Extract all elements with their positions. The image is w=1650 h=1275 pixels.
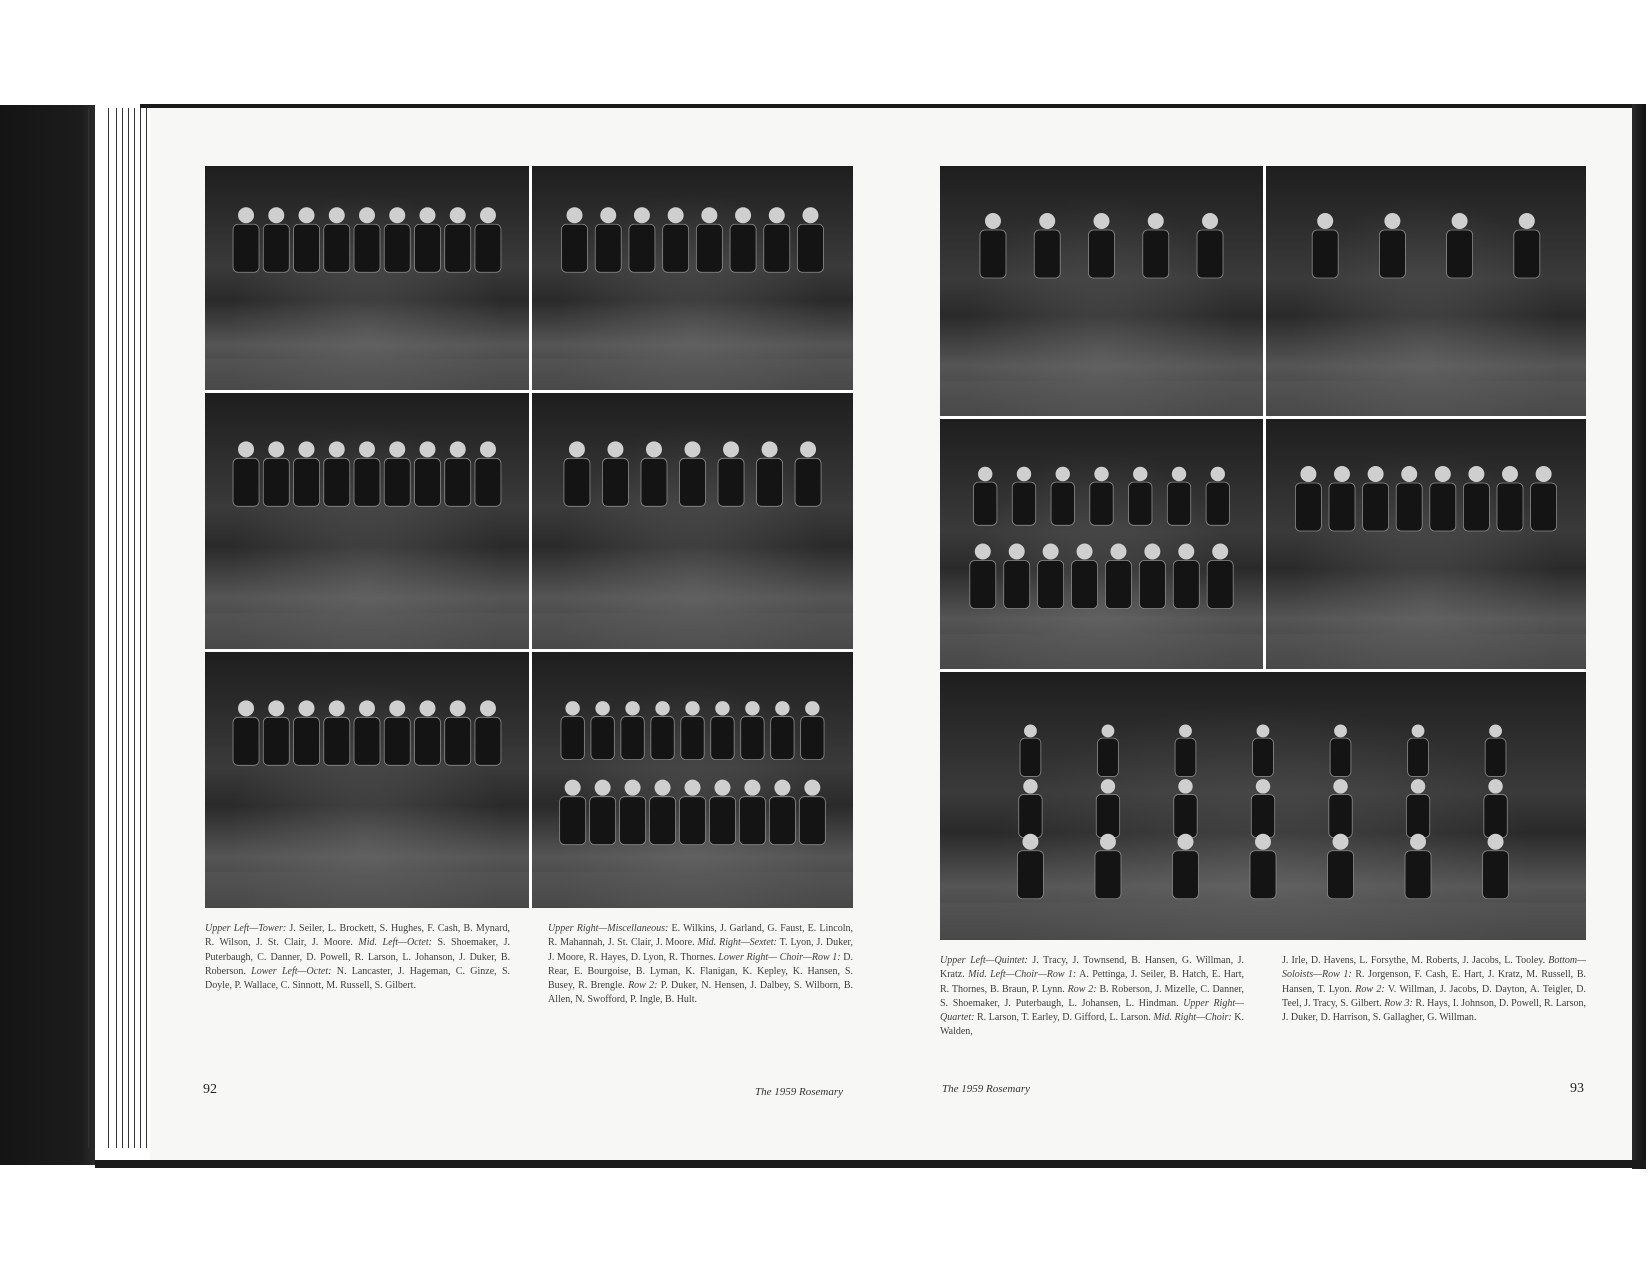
gym-floor — [940, 634, 1263, 669]
person-figure — [294, 700, 320, 765]
person-figure — [709, 780, 735, 845]
person-figure — [680, 780, 706, 845]
caption-text: N. Lancaster, J. Hageman, C. Ginze, S. Doyle, P. Wallace, C. Sinnott, M. Russell, S. Gilbert. — [205, 965, 511, 992]
person-figure — [718, 441, 744, 506]
gym-floor — [1266, 381, 1586, 416]
caption-text: B. Roberson, J. Mizelle, C. Danner, S. Shoemaker, J. Puterbaugh, L. Johansen, L. Hindman. — [940, 983, 1244, 1009]
person-figure — [1405, 834, 1431, 899]
person-figure — [1072, 544, 1098, 609]
person-figure — [771, 701, 794, 760]
person-figure — [741, 701, 764, 760]
caption-text: J. Seiler, L. Brockett, S. Hughes, F. Cash, B. Mynard, R. Wilson, J. St. Clair, J. Moore. — [205, 923, 510, 949]
person-figure — [1095, 834, 1121, 899]
left-page — [205, 166, 853, 1008]
person-figure — [294, 207, 320, 272]
caption-text: P. Duker, N. Hensen, J. Dalbey, S. Wilborn, B. Allen, N. Swofford, P. Ingle, B. Hult. — [548, 980, 853, 1006]
person-figure — [1485, 725, 1506, 777]
person-figure — [384, 700, 410, 765]
person-figure — [1329, 466, 1355, 531]
page-stack-edges — [82, 108, 150, 1148]
caption-column-2 — [1282, 954, 1586, 1040]
caption-text: K. Walden, — [940, 1012, 1244, 1038]
person-figure — [629, 207, 655, 272]
person-figure — [681, 701, 704, 760]
photo-sextet — [532, 393, 853, 649]
photo-choir-rows — [940, 419, 1263, 669]
person-figure — [1363, 466, 1389, 531]
caption-label: Row 2: — [1355, 983, 1385, 995]
person-figure — [1329, 779, 1352, 838]
running-head-left: The 1959 Rosemary — [755, 1086, 843, 1098]
person-figure — [1105, 544, 1131, 609]
scan-right-edge — [1632, 104, 1646, 1169]
person-figure — [1483, 834, 1509, 899]
person-figure — [233, 700, 259, 765]
person-figure — [1019, 779, 1042, 838]
caption-text: E. Wilkins, J. Garland, G. Faust, E. Lincoln, R. Mahannah, J. St. Clair, J. Moore. — [548, 923, 853, 949]
gym-floor — [205, 359, 529, 390]
caption-label: Bottom—Soloists—Row 1: — [1282, 955, 1586, 981]
caption-column-2 — [548, 922, 853, 1008]
caption-label: Lower Left—Octet: — [251, 965, 332, 977]
photo-figures — [205, 166, 529, 390]
person-figure — [650, 780, 676, 845]
scan-bottom-edge — [95, 1160, 1646, 1168]
caption-label: Lower Right— Choir—Row 1: — [718, 951, 841, 963]
person-figure — [560, 780, 586, 845]
photo-figures — [940, 166, 1263, 416]
photo-figures — [940, 672, 1586, 940]
person-figure — [591, 701, 614, 760]
caption-label: Mid. Left—Choir—Row 1: — [968, 969, 1077, 981]
person-figure — [1197, 213, 1223, 278]
person-figure — [651, 701, 674, 760]
person-figure — [475, 441, 501, 506]
caption-text: R. Larson, T. Earley, D. Gifford, L. Larson. — [974, 1012, 1154, 1024]
person-figure — [1139, 544, 1165, 609]
person-figure — [797, 207, 823, 272]
person-figure — [602, 441, 628, 506]
photo-figures — [532, 166, 853, 390]
caption-text: S. Shoemaker, J. Puterbaugh, C. Danner, D. Powell, R. Larson, L. Johanson, J. Duker, B. Roberson. — [205, 937, 510, 977]
person-figure — [974, 467, 997, 526]
photo-quartet — [1266, 166, 1586, 416]
scan-top-edge — [140, 104, 1640, 108]
caption-label: Mid. Right—Sextet: — [697, 937, 777, 949]
caption-label: Upper Left—Tower: — [205, 923, 287, 934]
person-figure — [324, 441, 350, 506]
person-figure — [1253, 725, 1274, 777]
right-captions — [940, 954, 1586, 1040]
caption-column-1 — [205, 922, 510, 1008]
photo-figures — [205, 393, 529, 649]
person-figure — [1012, 467, 1035, 526]
photo-octet-women — [205, 652, 529, 908]
person-figure — [445, 207, 471, 272]
person-figure — [1096, 779, 1119, 838]
caption-text: T. Lyon, J. Duker, J. Moore, R. Hayes, D. Lyon, R. Thornes. — [548, 937, 853, 963]
page-number-right: 93 — [1570, 1081, 1584, 1096]
person-figure — [1173, 544, 1199, 609]
person-figure — [795, 441, 821, 506]
gym-floor — [940, 902, 1586, 940]
caption-label: Mid. Right—Choir: — [1153, 1012, 1232, 1024]
person-figure — [354, 207, 380, 272]
person-figure — [730, 207, 756, 272]
person-figure — [801, 701, 824, 760]
person-figure — [696, 207, 722, 272]
caption-text: R. Hays, I. Johnson, D. Powell, R. Larson, J. Duker, D. Harrison, S. Gallagher, G. Willman. — [1282, 997, 1586, 1024]
person-figure — [1447, 213, 1473, 278]
person-figure — [475, 207, 501, 272]
person-figure — [324, 700, 350, 765]
photo-miscellaneous-ensemble — [532, 166, 853, 390]
person-figure — [1430, 466, 1456, 531]
photo-tower-ensemble — [205, 166, 529, 390]
person-figure — [1408, 725, 1429, 777]
person-figure — [414, 700, 440, 765]
person-figure — [1098, 725, 1119, 777]
person-figure — [562, 207, 588, 272]
caption-label: Upper Right—Quartet: — [940, 997, 1245, 1024]
person-figure — [1051, 467, 1074, 526]
person-figure — [1020, 725, 1041, 777]
person-figure — [233, 441, 259, 506]
caption-label: Upper Left—Quintet: — [940, 955, 1028, 966]
caption-column-1 — [940, 954, 1244, 1040]
person-figure — [1129, 467, 1152, 526]
photo-soloists — [940, 672, 1586, 940]
person-figure — [1312, 213, 1338, 278]
person-figure — [1484, 779, 1507, 838]
photo-figures — [1266, 166, 1586, 416]
person-figure — [764, 207, 790, 272]
person-figure — [595, 207, 621, 272]
person-figure — [620, 780, 646, 845]
person-figure — [799, 780, 825, 845]
photo-choir-group — [532, 652, 853, 908]
person-figure — [1379, 213, 1405, 278]
person-figure — [1207, 544, 1233, 609]
person-figure — [1514, 213, 1540, 278]
photo-figures — [532, 652, 853, 908]
person-figure — [590, 780, 616, 845]
person-figure — [641, 441, 667, 506]
gym-floor — [205, 613, 529, 649]
caption-label: Row 2: — [1067, 983, 1097, 995]
left-captions — [205, 922, 853, 1008]
scanner-shadow — [0, 105, 95, 1165]
person-figure — [1531, 466, 1557, 531]
person-figure — [294, 441, 320, 506]
gym-floor — [532, 613, 853, 649]
caption-label: Row 2: — [628, 980, 658, 992]
person-figure — [1330, 725, 1351, 777]
person-figure — [445, 441, 471, 506]
person-figure — [1463, 466, 1489, 531]
photo-figures — [1266, 419, 1586, 669]
person-figure — [1497, 466, 1523, 531]
page-number-left: 92 — [203, 1082, 217, 1097]
caption-text: A. Pettinga, J. Seiler, B. Hatch, E. Hart, R. Thornes, B. Braun, P. Lynn. — [940, 969, 1244, 995]
person-figure — [384, 441, 410, 506]
person-figure — [354, 441, 380, 506]
caption-label: Upper Right—Miscellaneous: — [548, 923, 669, 934]
photo-quintet — [940, 166, 1263, 416]
person-figure — [475, 700, 501, 765]
person-figure — [414, 441, 440, 506]
right-photo-grid — [940, 166, 1586, 940]
person-figure — [1174, 779, 1197, 838]
right-page — [940, 166, 1586, 1040]
person-figure — [445, 700, 471, 765]
gym-floor — [532, 359, 853, 390]
gym-floor — [1266, 634, 1586, 669]
photo-figures — [532, 393, 853, 649]
person-figure — [1172, 834, 1198, 899]
gym-floor — [205, 872, 529, 908]
photo-figures — [205, 652, 529, 908]
person-figure — [663, 207, 689, 272]
person-figure — [1250, 834, 1276, 899]
person-figure — [1251, 779, 1274, 838]
person-figure — [1328, 834, 1354, 899]
person-figure — [384, 207, 410, 272]
person-figure — [263, 441, 289, 506]
photo-octet-men — [205, 393, 529, 649]
person-figure — [1090, 467, 1113, 526]
left-photo-grid — [205, 166, 853, 908]
person-figure — [970, 544, 996, 609]
person-figure — [1206, 467, 1229, 526]
person-figure — [233, 207, 259, 272]
gym-floor — [940, 381, 1263, 416]
caption-text: V. Willman, J. Jacobs, D. Dayton, A. Teigler, D. Teel, J. Tracy, S. Gilbert. — [1282, 983, 1587, 1009]
person-figure — [1038, 544, 1064, 609]
person-figure — [1167, 467, 1190, 526]
person-figure — [1295, 466, 1321, 531]
person-figure — [680, 441, 706, 506]
person-figure — [414, 207, 440, 272]
person-figure — [1143, 213, 1169, 278]
running-head-right: The 1959 Rosemary — [942, 1083, 1030, 1095]
caption-text: D. Rear, E. Bourgoise, B. Lyman, K. Flanigan, K. Kepley, K. Hansen, S. Busey, R. Brengle. — [548, 951, 853, 992]
person-figure — [1406, 779, 1429, 838]
person-figure — [1034, 213, 1060, 278]
person-figure — [324, 207, 350, 272]
person-figure — [711, 701, 734, 760]
person-figure — [1175, 725, 1196, 777]
person-figure — [1089, 213, 1115, 278]
person-figure — [621, 701, 644, 760]
caption-text: J. Tracy, J. Townsend, B. Hansen, G. Willman, J. Kratz. — [940, 955, 1244, 981]
photo-figures — [940, 419, 1263, 669]
caption-text: J. Irle, D. Havens, L. Forsythe, M. Roberts, J. Jacobs, L. Tooley. — [1282, 955, 1549, 966]
caption-text: R. Jorgenson, F. Cash, E. Hart, J. Kratz, M. Russell, B. Hansen, T. Lyon. — [1282, 969, 1586, 995]
caption-label: Row 3: — [1384, 997, 1413, 1009]
photo-clarinet-choir — [1266, 419, 1586, 669]
person-figure — [980, 213, 1006, 278]
person-figure — [561, 701, 584, 760]
person-figure — [564, 441, 590, 506]
person-figure — [1004, 544, 1030, 609]
person-figure — [739, 780, 765, 845]
person-figure — [263, 207, 289, 272]
person-figure — [1396, 466, 1422, 531]
person-figure — [354, 700, 380, 765]
person-figure — [1017, 834, 1043, 899]
gym-floor — [532, 872, 853, 908]
person-figure — [263, 700, 289, 765]
person-figure — [769, 780, 795, 845]
person-figure — [757, 441, 783, 506]
caption-label: Mid. Left—Octet: — [358, 937, 432, 949]
